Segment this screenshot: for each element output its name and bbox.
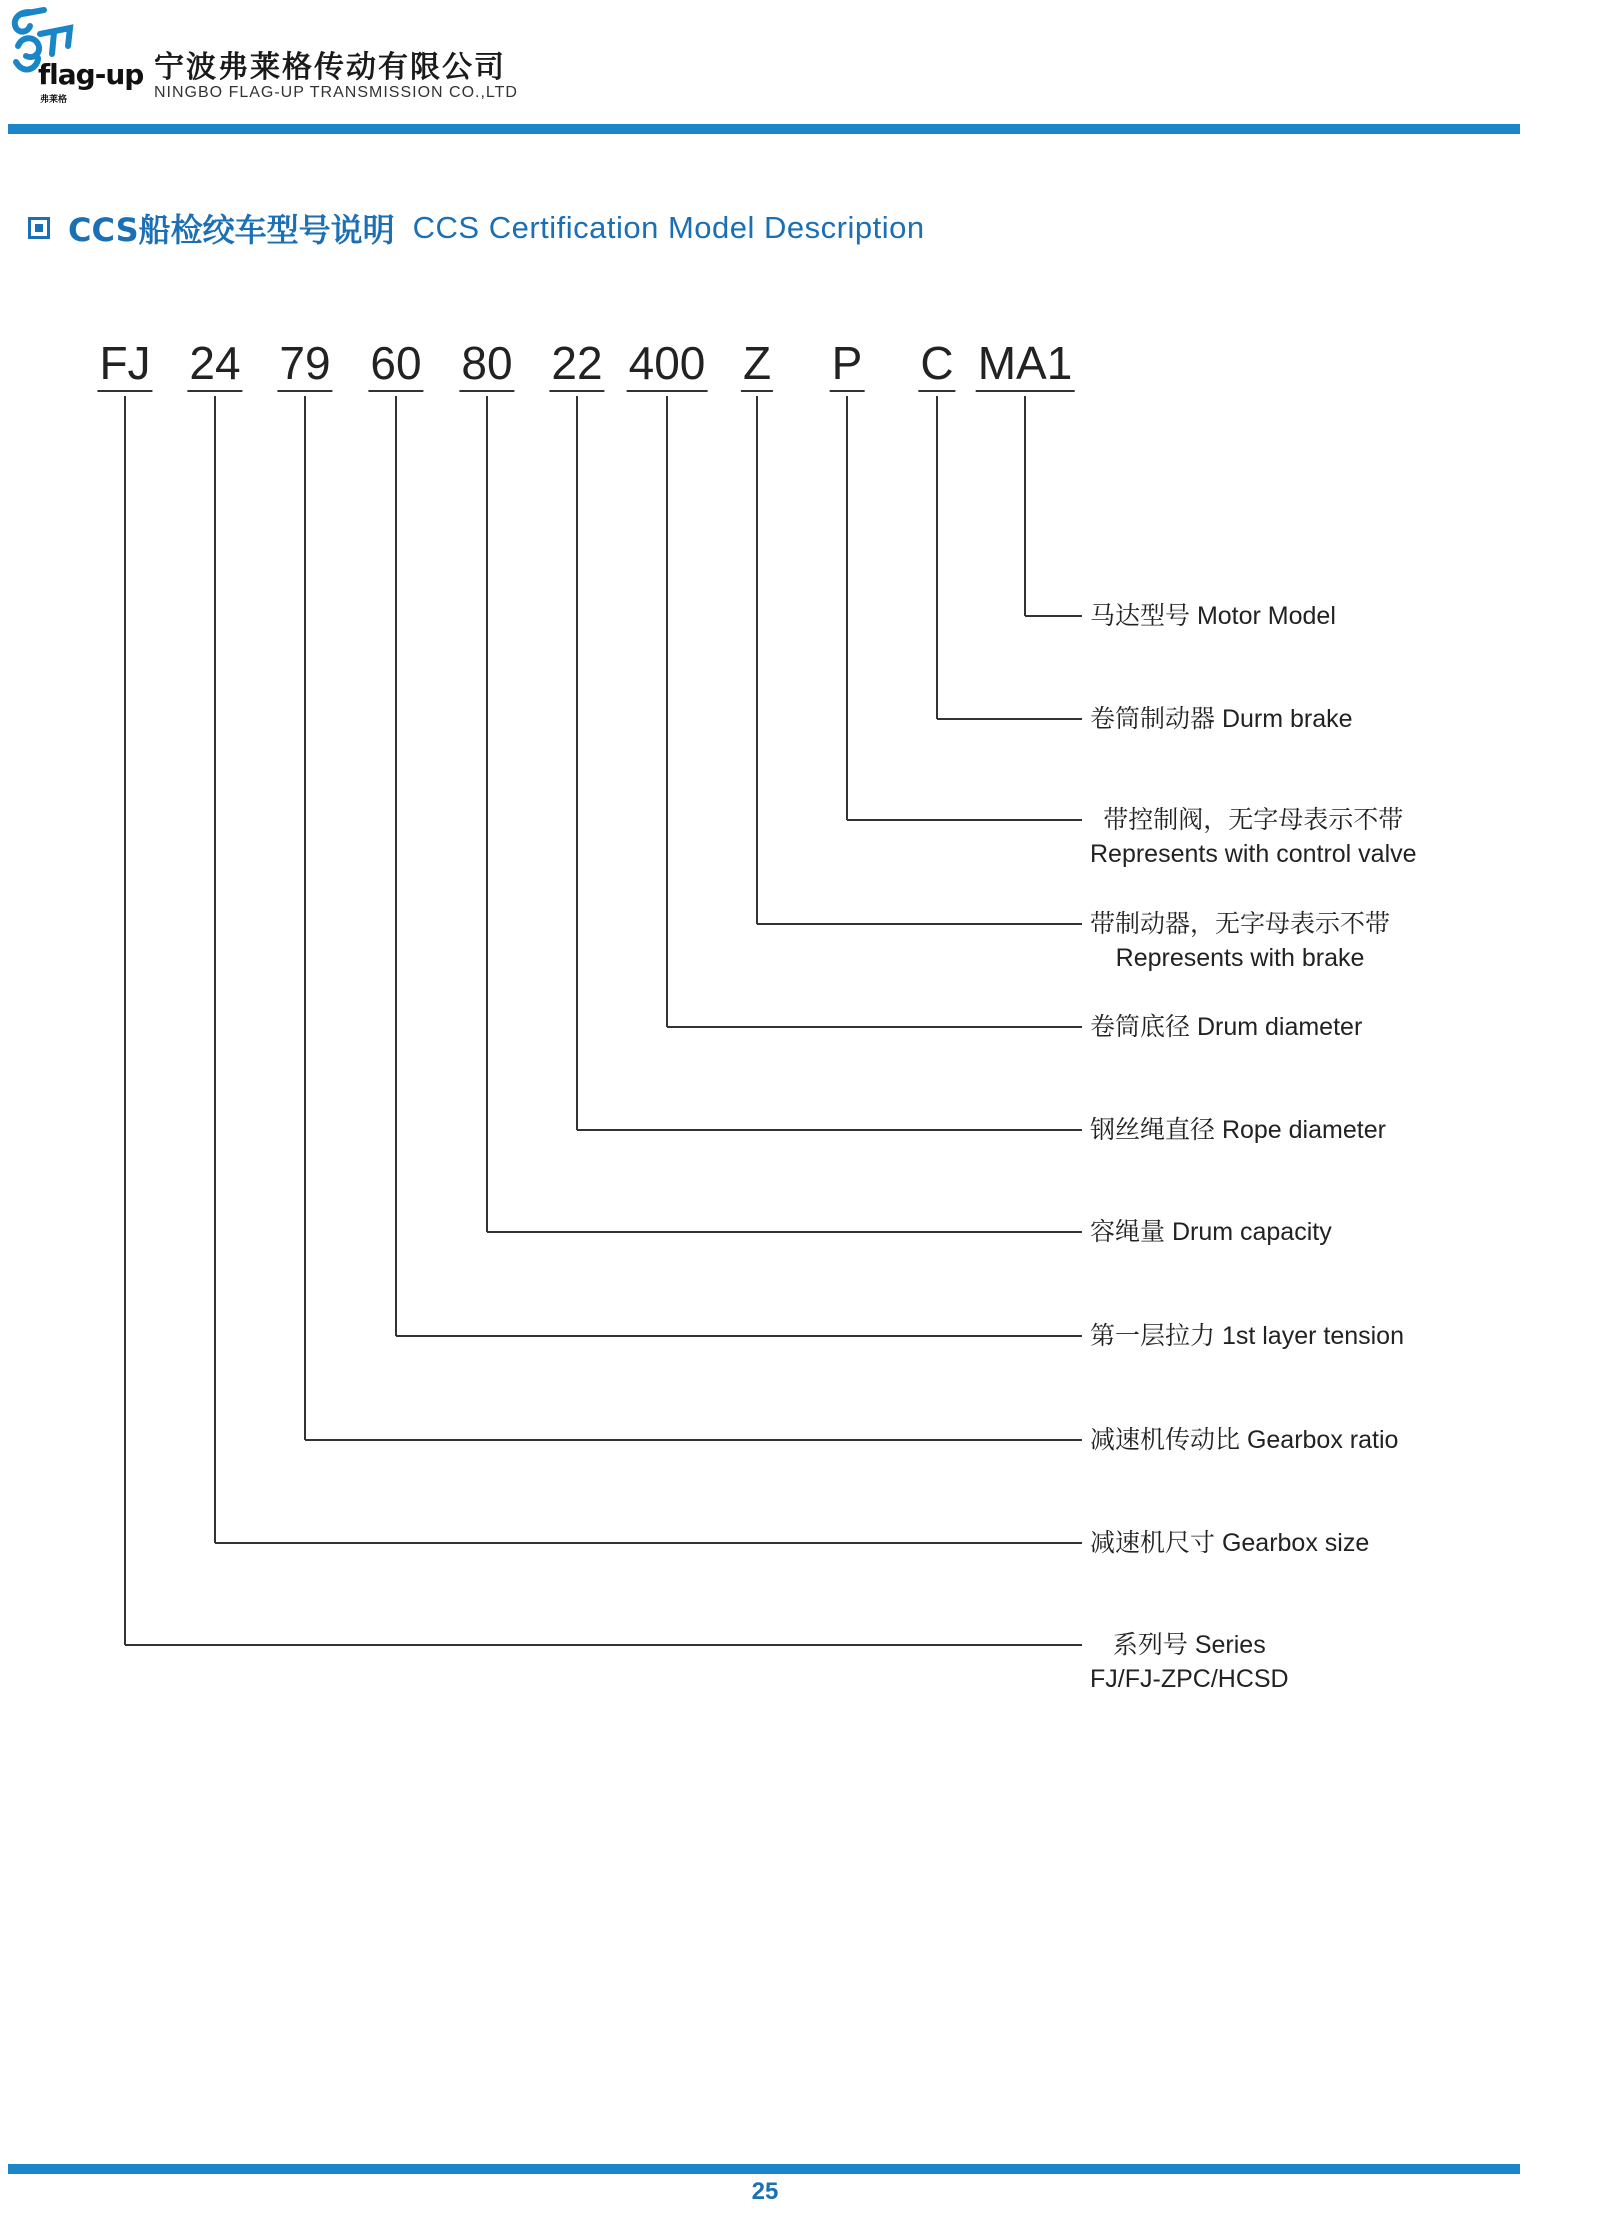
connector-vertical-line — [576, 396, 578, 1130]
page-number: 25 — [751, 2178, 779, 2205]
label-line: 卷筒制动器 Durm brake — [1090, 705, 1353, 733]
label-line: 减速机传动比 Gearbox ratio — [1090, 1426, 1399, 1454]
logo-subtext: 弗莱格 — [40, 95, 68, 105]
model-code-label — [1090, 1215, 1332, 1249]
model-code-label — [1090, 907, 1390, 975]
header-divider — [8, 124, 1520, 134]
company-name-en: NINGBO FLAG-UP TRANSMISSION CO.,LTD — [154, 84, 518, 101]
logo-wordmark: flag-up — [38, 58, 144, 91]
model-code-label — [1090, 1423, 1398, 1457]
footer-divider — [8, 2164, 1520, 2174]
model-code-label — [1090, 702, 1353, 736]
model-code-label — [1090, 599, 1336, 633]
label-line: 减速机尺寸 Gearbox size — [1090, 1529, 1370, 1557]
label-line: 第一层拉力 1st layer tension — [1090, 1322, 1404, 1350]
model-code-segment: 79 — [277, 340, 332, 392]
connector-vertical-line — [304, 396, 306, 1440]
connector-horizontal-line — [667, 1026, 1082, 1028]
connector-horizontal-line — [757, 923, 1082, 925]
connector-horizontal-line — [577, 1129, 1082, 1131]
label-line: 卷筒底径 Drum diameter — [1090, 1013, 1363, 1041]
label-line: 带控制阀，无字母表示不带 — [1103, 806, 1404, 834]
model-code-segment: 60 — [368, 340, 423, 392]
label-line: Represents with brake — [1115, 944, 1365, 972]
model-code-segment: 80 — [459, 340, 514, 392]
model-code-segment: FJ — [97, 340, 152, 392]
label-line: 容绳量 Drum capacity — [1090, 1218, 1332, 1246]
connector-horizontal-line — [847, 819, 1082, 821]
connector-vertical-line — [486, 396, 488, 1232]
connector-vertical-line — [395, 396, 397, 1336]
model-code-diagram — [0, 300, 1602, 1760]
connector-horizontal-line — [487, 1231, 1082, 1233]
model-code-segment: 24 — [187, 340, 242, 392]
label-line: 带制动器，无字母表示不带 — [1090, 910, 1391, 938]
connector-vertical-line — [846, 396, 848, 820]
section-title-en: CCS Certification Model Description — [412, 210, 925, 245]
connector-horizontal-line — [125, 1644, 1082, 1646]
connector-vertical-line — [1024, 396, 1026, 616]
connector-vertical-line — [756, 396, 758, 924]
connector-vertical-line — [936, 396, 938, 719]
section-title-cn: CCS船检绞车型号说明 — [68, 211, 395, 249]
label-line: Represents with control valve — [1090, 840, 1417, 868]
model-code-label — [1090, 1113, 1386, 1147]
model-code-segment: MA1 — [976, 340, 1075, 392]
page-header — [0, 0, 1602, 140]
model-code-label — [1090, 1628, 1289, 1696]
connector-vertical-line — [666, 396, 668, 1027]
model-code-label — [1090, 803, 1417, 871]
connector-horizontal-line — [1025, 615, 1082, 617]
label-line: 马达型号 Motor Model — [1090, 602, 1336, 630]
model-code-label — [1090, 1526, 1369, 1560]
connector-horizontal-line — [305, 1439, 1082, 1441]
model-code-segment: 22 — [549, 340, 604, 392]
company-logo — [8, 6, 138, 106]
section-heading — [28, 206, 925, 250]
model-code-label — [1090, 1010, 1362, 1044]
connector-horizontal-line — [937, 718, 1082, 720]
model-code-label — [1090, 1319, 1404, 1353]
connector-horizontal-line — [215, 1542, 1082, 1544]
square-bullet-icon — [28, 217, 50, 239]
model-code-segment: C — [918, 340, 955, 392]
label-line: FJ/FJ-ZPC/HCSD — [1090, 1665, 1289, 1693]
company-name-cn: 宁波弗莱格传动有限公司 — [154, 50, 506, 85]
connector-vertical-line — [124, 396, 126, 1645]
model-code-segment: 400 — [627, 340, 708, 392]
label-line: 钢丝绳直径 Rope diameter — [1090, 1116, 1386, 1144]
model-code-segment: P — [830, 340, 865, 392]
label-line: 系列号 Series — [1112, 1631, 1266, 1659]
model-code-segment: Z — [741, 340, 773, 392]
connector-vertical-line — [214, 396, 216, 1543]
connector-horizontal-line — [396, 1335, 1082, 1337]
